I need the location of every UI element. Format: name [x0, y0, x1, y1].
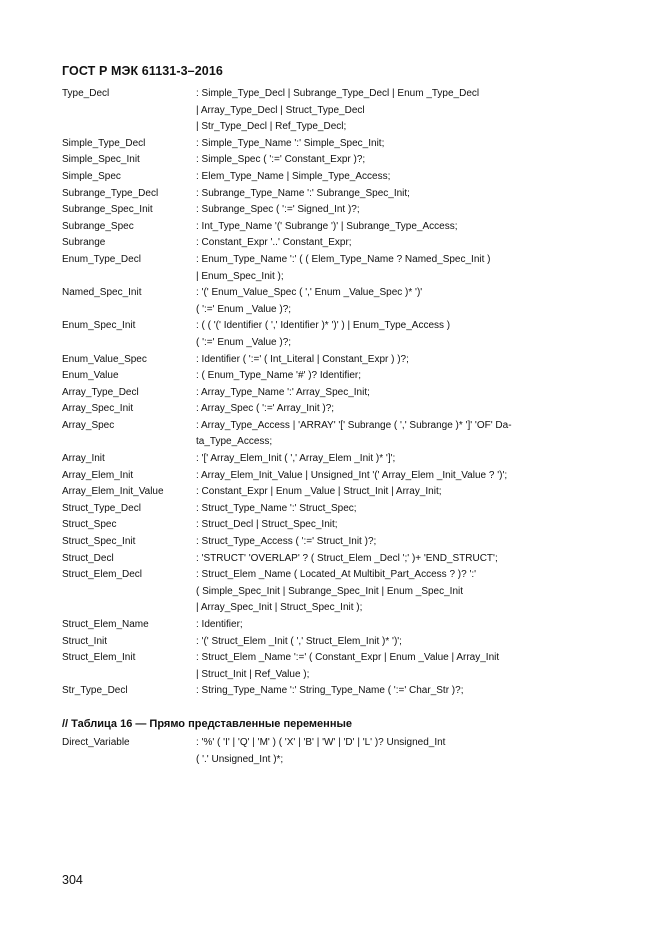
- rule-name: Enum_Value_Spec: [62, 353, 147, 365]
- grammar-rule: [62, 501, 562, 518]
- rule-name: Struct_Spec: [62, 519, 117, 531]
- rule-definition-line: | Array_Type_Decl | Struct_Type_Decl: [196, 104, 365, 116]
- rule-definition-line: : Array_Type_Access | 'ARRAY' '[' Subrange ( ',' Subrange )* ']' 'OF' Da-: [196, 419, 512, 431]
- rule-definition-line: : Struct_Type_Access ( ':=' Struct_Init )?;: [196, 536, 377, 548]
- grammar-rule: [62, 186, 562, 203]
- rule-definition: [196, 735, 562, 768]
- rule-definition: [196, 285, 562, 318]
- rule-name: Direct_Variable: [62, 737, 130, 748]
- grammar-rule: [62, 235, 562, 252]
- rule-definition-line: : String_Type_Name ':' String_Type_Name ( ':=' Char_Str )?;: [196, 685, 464, 697]
- rule-definition-line: : Array_Elem_Init_Value | Unsigned_Int '(' Array_Elem _Init_Value ? ')';: [196, 469, 508, 481]
- rule-definition-line: : '(' Enum_Value_Spec ( ',' Enum _Value_Spec )* ')': [196, 287, 423, 299]
- rule-definition-line: : Simple_Type_Decl | Subrange_Type_Decl | Enum _Type_Decl: [196, 88, 480, 99]
- rule-definition: [196, 219, 562, 236]
- rule-definition-line: : Array_Type_Name ':' Array_Spec_Init;: [196, 386, 370, 398]
- rule-definition: [196, 235, 562, 252]
- rule-name: Array_Elem_Init_Value: [62, 486, 164, 498]
- rule-definition-line: ( Simple_Spec_Init | Subrange_Spec_Init | Enum _Spec_Init: [196, 585, 464, 597]
- rule-name: Array_Init: [62, 453, 105, 465]
- rule-name: Enum_Type_Decl: [62, 253, 141, 265]
- rule-definition: [196, 401, 562, 418]
- rule-name: Struct_Init: [62, 635, 108, 647]
- rule-definition: [196, 202, 562, 219]
- rule-definition-line: : Struct_Elem _Name ':=' ( Constant_Expr | Enum _Value | Array_Init: [196, 652, 500, 664]
- grammar-rule: [62, 385, 562, 402]
- rule-definition: [196, 567, 562, 617]
- rule-definition-line: | Str_Type_Decl | Ref_Type_Decl;: [196, 121, 347, 133]
- rule-name: Struct_Decl: [62, 552, 114, 564]
- grammar-rule: [62, 451, 562, 468]
- grammar-rule: [62, 735, 562, 768]
- rule-definition: [196, 468, 562, 485]
- grammar-rule: [62, 401, 562, 418]
- rule-definition-line: : Int_Type_Name '(' Subrange ')' | Subrange_Type_Access;: [196, 220, 458, 232]
- rule-definition: [196, 451, 562, 468]
- grammar-rule: [62, 418, 562, 451]
- rule-definition-line: | Enum_Spec_Init );: [196, 270, 284, 282]
- rule-definition: [196, 418, 562, 451]
- rule-definition-line: | Array_Spec_Init | Struct_Spec_Init );: [196, 602, 363, 614]
- rule-definition-line: : Struct_Decl | Struct_Spec_Init;: [196, 519, 338, 531]
- grammar-rule: [62, 534, 562, 551]
- rule-name: Subrange_Type_Decl: [62, 187, 159, 199]
- rule-name: Simple_Type_Decl: [62, 137, 146, 149]
- rule-name: Struct_Elem_Decl: [62, 569, 143, 581]
- grammar-rule: [62, 136, 562, 153]
- section-title: // Таблица 16 — Прямо представленные переменные: [62, 718, 352, 730]
- grammar-rule: [62, 152, 562, 169]
- rule-name: Struct_Elem_Init: [62, 652, 136, 664]
- rule-name: Array_Elem_Init: [62, 469, 134, 481]
- rule-definition-line: : Constant_Expr | Enum _Value | Struct_Init | Array_Init;: [196, 486, 442, 498]
- rule-definition-line: : ( Enum_Type_Name '#' )? Identifier;: [196, 370, 362, 382]
- grammar-rules-list: [62, 86, 562, 700]
- rule-definition-line: : Simple_Type_Name ':' Simple_Spec_Init;: [196, 137, 385, 149]
- page-header: ГОСТ Р МЭК 61131-3–2016: [62, 64, 223, 78]
- rule-name: Simple_Spec_Init: [62, 154, 140, 166]
- grammar-rule: [62, 252, 562, 285]
- rule-name: Struct_Type_Decl: [62, 502, 141, 514]
- rule-definition: [196, 617, 562, 634]
- rule-definition-line: ( ':=' Enum _Value )?;: [196, 303, 292, 315]
- rule-definition-line: : Subrange_Spec ( ':=' Signed_Int )?;: [196, 204, 360, 216]
- rule-definition: [196, 318, 562, 351]
- rule-definition-line: ( '.' Unsigned_Int )*;: [196, 753, 284, 765]
- rule-definition-line: : Simple_Spec ( ':=' Constant_Expr )?;: [196, 154, 366, 166]
- grammar-rules-list-2: [62, 735, 562, 768]
- rule-definition-line: : Elem_Type_Name | Simple_Type_Access;: [196, 170, 391, 182]
- rule-definition: [196, 385, 562, 402]
- rule-definition-line: : Constant_Expr '..' Constant_Expr;: [196, 237, 352, 249]
- grammar-rule: [62, 352, 562, 369]
- grammar-rule: [62, 202, 562, 219]
- rule-definition: [196, 368, 562, 385]
- rule-definition: [196, 169, 562, 186]
- rule-name: Enum_Spec_Init: [62, 320, 136, 332]
- rule-name: Array_Spec_Init: [62, 403, 134, 415]
- rule-definition-line: | Struct_Init | Ref_Value );: [196, 668, 310, 680]
- rule-definition-line: : Enum_Type_Name ':' ( ( Elem_Type_Name ? Named_Spec_Init ): [196, 253, 491, 265]
- rule-definition: [196, 186, 562, 203]
- rule-definition: [196, 484, 562, 501]
- rule-definition-line: : Identifier;: [196, 619, 243, 630]
- rule-definition: [196, 683, 562, 700]
- rule-name: Str_Type_Decl: [62, 685, 128, 697]
- rule-name: Subrange_Spec_Init: [62, 204, 153, 216]
- grammar-rule: [62, 368, 562, 385]
- rule-definition-line: : ( ( '(' Identifier ( ',' Identifier )* ')' ) | Enum_Type_Access ): [196, 320, 451, 332]
- grammar-rule: [62, 318, 562, 351]
- rule-definition: [196, 634, 562, 651]
- rule-definition: [196, 534, 562, 551]
- rule-definition-line: : '%' ( 'I' | 'Q' | 'M' ) ( 'X' | 'B' | 'W' | 'D' | 'L' )? Unsigned_Int: [196, 737, 446, 748]
- grammar-rule: [62, 86, 562, 136]
- grammar-rule: [62, 517, 562, 534]
- rule-definition: [196, 136, 562, 153]
- rule-name: Named_Spec_Init: [62, 287, 142, 299]
- grammar-rule: [62, 219, 562, 236]
- rule-definition-line: ta_Type_Access;: [196, 436, 273, 448]
- grammar-rule: [62, 551, 562, 568]
- rule-definition: [196, 352, 562, 369]
- rule-definition: [196, 517, 562, 534]
- rule-definition-line: : '(' Struct_Elem _Init ( ',' Struct_Elem_Init )* ')';: [196, 635, 402, 647]
- rule-name: Array_Spec: [62, 419, 115, 431]
- rule-name: Enum_Value: [62, 370, 119, 382]
- rule-definition-line: ( ':=' Enum _Value )?;: [196, 336, 292, 348]
- rule-name: Simple_Spec: [62, 170, 121, 182]
- grammar-rule: [62, 468, 562, 485]
- grammar-rule: [62, 634, 562, 651]
- rule-definition-line: : Array_Spec ( ':=' Array_Init )?;: [196, 403, 335, 415]
- grammar-rule: [62, 484, 562, 501]
- rule-name: Type_Decl: [62, 88, 110, 99]
- grammar-rule: [62, 683, 562, 700]
- rule-definition: [196, 551, 562, 568]
- page-number: 304: [62, 873, 83, 887]
- grammar-rule: [62, 650, 562, 683]
- grammar-rule: [62, 617, 562, 634]
- rule-definition: [196, 252, 562, 285]
- rule-name: Array_Type_Decl: [62, 386, 139, 398]
- rule-name: Subrange: [62, 237, 106, 249]
- rule-name: Struct_Elem_Name: [62, 619, 149, 630]
- rule-definition-line: : Subrange_Type_Name ':' Subrange_Spec_Init;: [196, 187, 410, 199]
- grammar-rule: [62, 285, 562, 318]
- rule-name: Struct_Spec_Init: [62, 536, 136, 548]
- rule-definition-line: : '[' Array_Elem_Init ( ',' Array_Elem _Init )* ']';: [196, 453, 396, 465]
- rule-definition-line: : Identifier ( ':=' ( Int_Literal | Constant_Expr ) )?;: [196, 353, 409, 365]
- rule-definition: [196, 501, 562, 518]
- rule-name: Subrange_Spec: [62, 220, 134, 232]
- grammar-rule: [62, 169, 562, 186]
- grammar-rule: [62, 567, 562, 617]
- rule-definition: [196, 650, 562, 683]
- rule-definition-line: : Struct_Type_Name ':' Struct_Spec;: [196, 502, 357, 514]
- rule-definition-line: : Struct_Elem _Name ( Located_At Multibit_Part_Access ? )? ':': [196, 569, 477, 581]
- rule-definition-line: : 'STRUCT' 'OVERLAP' ? ( Struct_Elem _Decl ';' )+ 'END_STRUCT';: [196, 552, 498, 564]
- rule-definition: [196, 152, 562, 169]
- rule-definition: [196, 86, 562, 136]
